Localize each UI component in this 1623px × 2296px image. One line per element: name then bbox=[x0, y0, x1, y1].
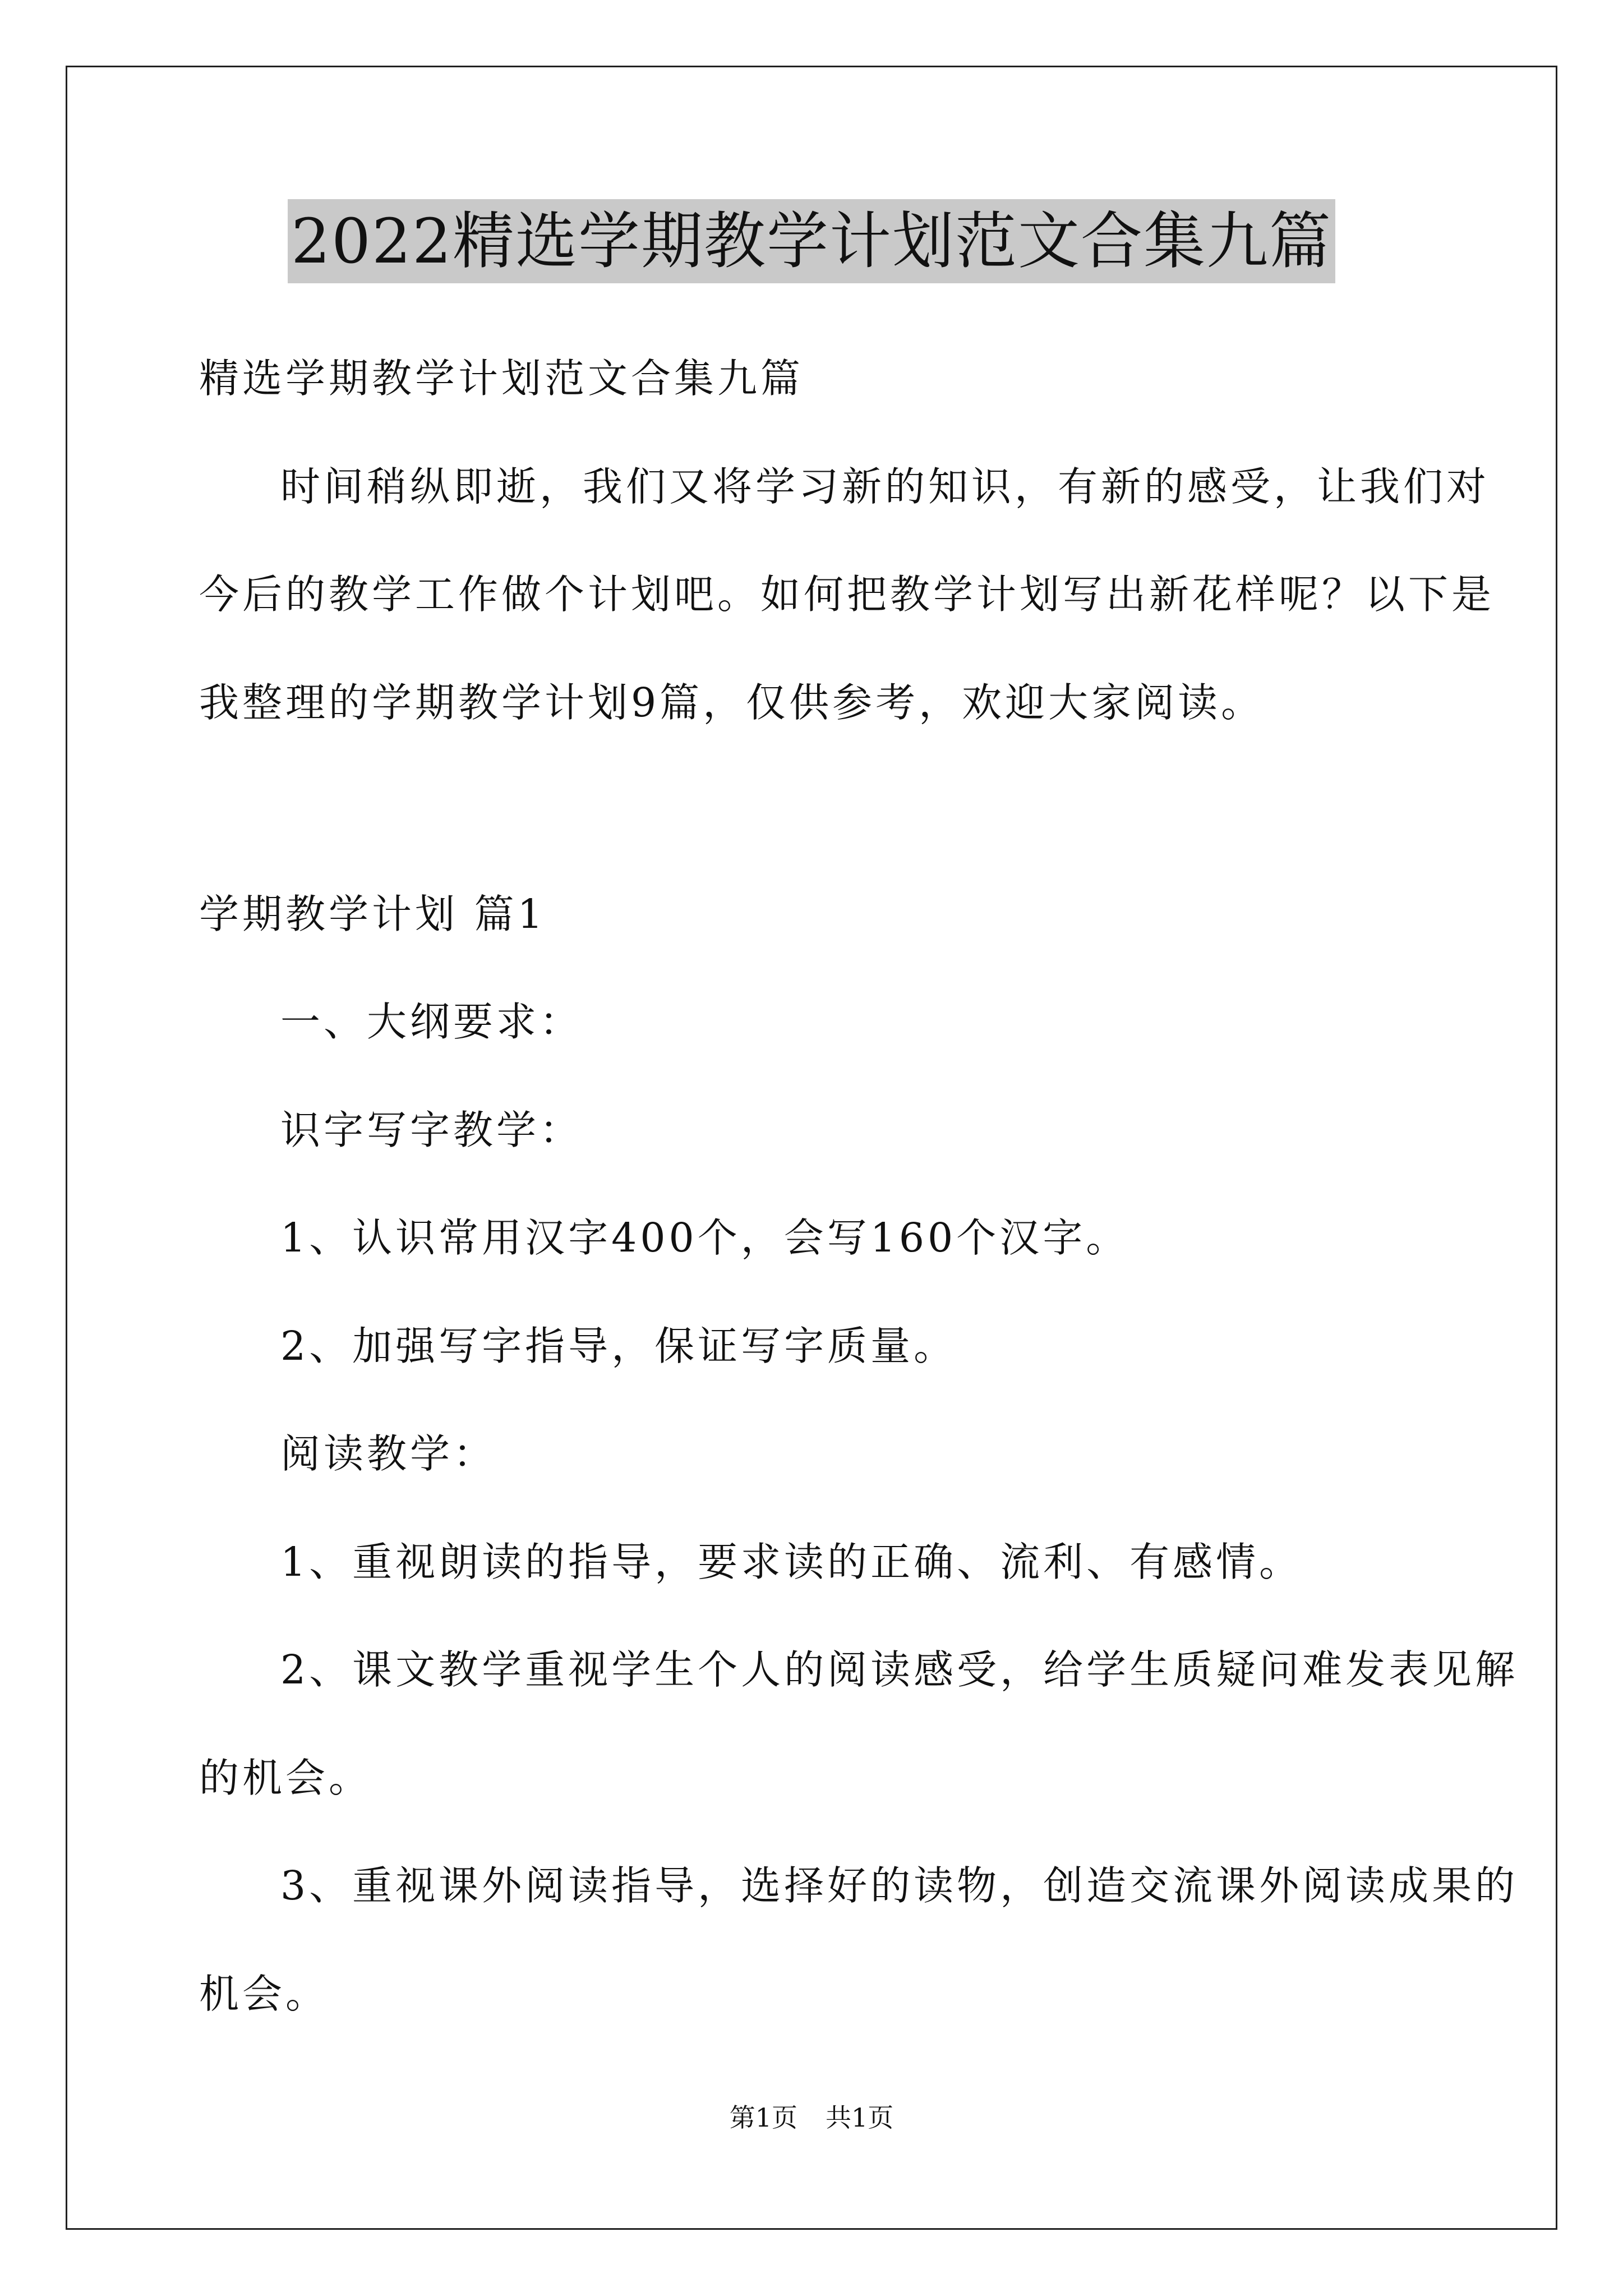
body-line-4: 2、加强写字指导，保证写字质量。 bbox=[280, 1323, 957, 1369]
body-line-1: 一、大纲要求： bbox=[280, 999, 583, 1045]
page-footer bbox=[0, 2101, 1623, 2134]
body-line-2: 识字写字教学： bbox=[280, 1107, 583, 1153]
intro-line-2: 今后的教学工作做个计划吧。如何把教学计划写出新花样呢？以下是 bbox=[199, 571, 1495, 618]
body-line-9: 3、重视课外阅读指导，选择好的读物，创造交流课外阅读成果的 bbox=[280, 1862, 1519, 1909]
body-line-8: 的机会。 bbox=[199, 1755, 372, 1801]
body-line-10: 机会。 bbox=[199, 1971, 329, 2017]
page-number-total: 共1页 bbox=[826, 2102, 894, 2133]
body-line-3: 1、认识常用汉字400个，会写160个汉字。 bbox=[280, 1214, 1129, 1261]
body-line-7: 2、课文教学重视学生个人的阅读感受，给学生质疑问难发表见解 bbox=[280, 1646, 1519, 1693]
section-heading: 学期教学计划 篇1 bbox=[199, 891, 546, 937]
intro-line-3: 我整理的学期教学计划9篇，仅供参考，欢迎大家阅读。 bbox=[199, 679, 1265, 726]
page-number-current: 第1页 bbox=[729, 2102, 797, 2133]
document-title: 2022精选学期教学计划范文合集九篇 bbox=[288, 199, 1335, 283]
document-subtitle: 精选学期教学计划范文合集九篇 bbox=[199, 355, 804, 402]
body-line-5: 阅读教学： bbox=[280, 1430, 497, 1477]
title-container bbox=[0, 199, 1623, 283]
intro-line-1: 时间稍纵即逝，我们又将学习新的知识，有新的感受，让我们对 bbox=[280, 463, 1490, 510]
body-line-6: 1、重视朗读的指导，要求读的正确、流利、有感情。 bbox=[280, 1539, 1303, 1585]
